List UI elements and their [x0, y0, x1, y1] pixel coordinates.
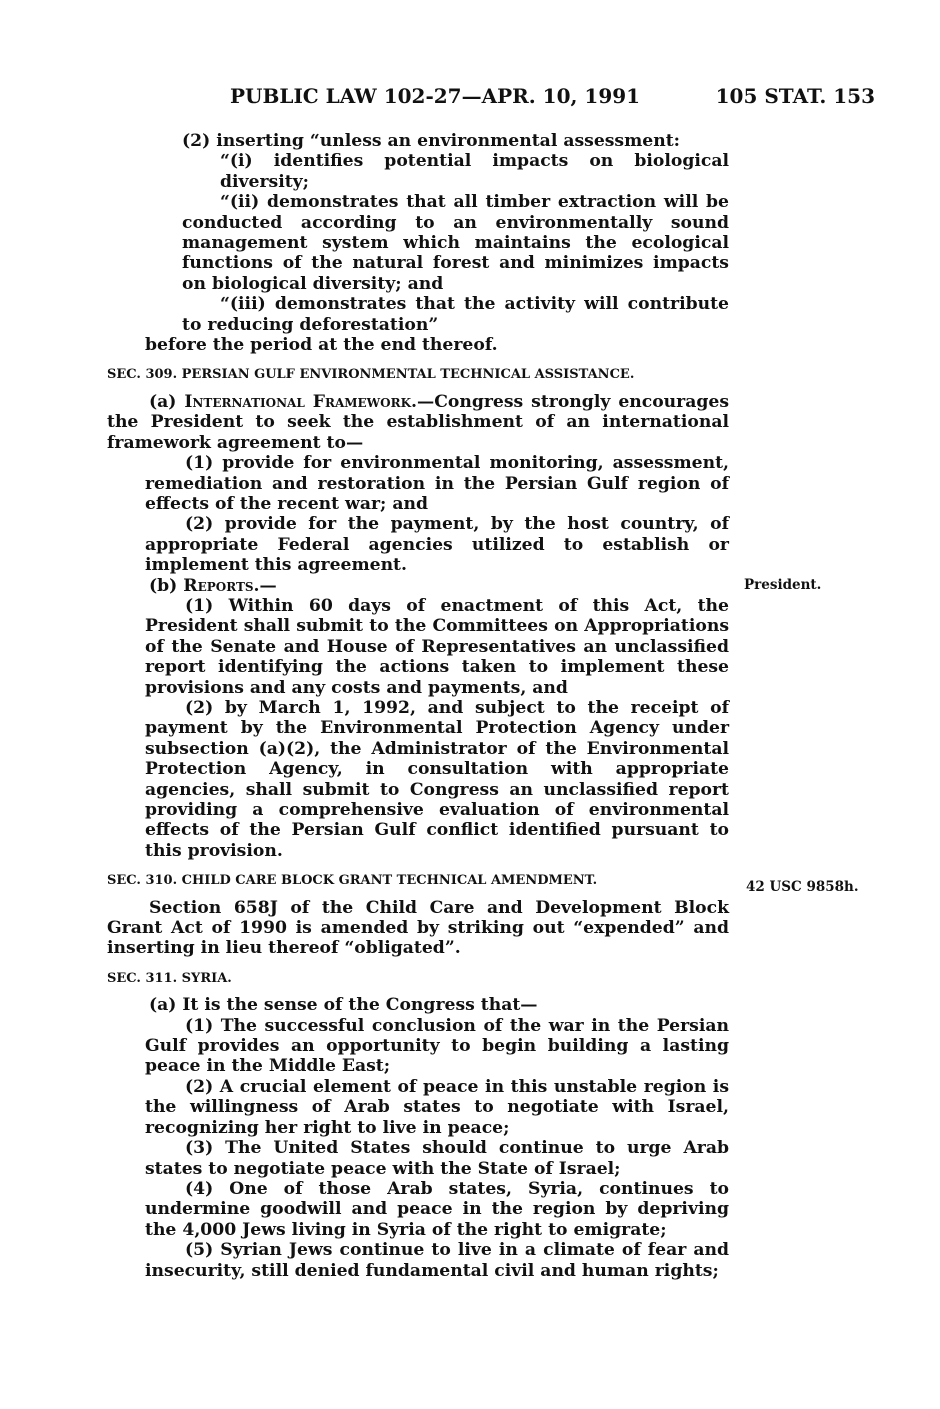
paragraph: (2) inserting “unless an environmental assessment: [182, 131, 681, 151]
subsection-title: International Framework. [184, 391, 417, 412]
subsection-a [107, 392, 729, 453]
paragraph: (4) One of those Arab states, Syria, continues to undermine goodwill and peace in the region by depriving the 4,000 Jews living in Syria of the right to emigrate; [145, 1178, 729, 1240]
paragraph: before the period at the end thereof. [145, 335, 498, 356]
section-heading-309: SEC. 309. PERSIAN GULF ENVIRONMENTAL TECHNICAL ASSISTANCE. [107, 367, 635, 383]
paragraph: (5) Syrian Jews continue to live in a climate of fear and insecurity, still denied fundamental civil and human rights; [145, 1240, 729, 1281]
document-body [107, 131, 729, 1281]
subsection-label: (b) [149, 575, 184, 596]
page-header [230, 84, 875, 112]
paragraph: (2) provide for the payment, by the host country, of appropriate Federal agencies utilized to establish or implement this agreement. [145, 514, 729, 576]
margin-note-president: President. [744, 577, 822, 593]
paragraph: “(i) identifies potential impacts on biological diversity; [220, 151, 729, 192]
subsection-title: Reports. [183, 575, 260, 596]
paragraph: “(ii) demonstrates that all timber extraction will be conducted according to an environmentally sound management system which maintains the ecological functions of the natural forest and minimizes impacts on biological diversity; and [182, 192, 729, 294]
paragraph: Section 658J of the Child Care and Development Block Grant Act of 1990 is amended by striking out “expended” and inserting in lieu thereof “obligated”. [107, 897, 729, 959]
stat-page-number: 105 STAT. 153 [715, 84, 875, 108]
paragraph: “(iii) demonstrates that the activity will contribute to reducing deforestation” [182, 294, 729, 335]
paragraph: (2) A crucial element of peace in this unstable region is the willingness of Arab states to negotiate with Israel, recognizing her right to live in peace; [145, 1076, 729, 1138]
paragraph: (2) by March 1, 1992, and subject to the receipt of payment by the Environmental Protection Agency under subsection (a)(2), the Administrator of the Environmental Protection Agency, in consultation with appropriate agencies, shall submit to Congress an unclassified report providing a comprehensive evaluation of environmental effects of the Persian Gulf conflict identified pursuant to this provision. [145, 697, 729, 861]
section-heading-311: SEC. 311. SYRIA. [107, 970, 232, 986]
subsection-text: —Congress strongly encourages the President to seek the establishment of an international framework agreement to— [107, 391, 729, 453]
paragraph: (a) It is the sense of the Congress that— [149, 995, 538, 1016]
law-title: PUBLIC LAW 102-27—APR. 10, 1991 [230, 84, 641, 108]
paragraph: (1) The successful conclusion of the war in the Persian Gulf provides an opportunity to begin building a lasting peace in the Middle East; [145, 1015, 729, 1077]
paragraph: (3) The United States should continue to urge Arab states to negotiate peace with the State of Israel; [145, 1138, 729, 1179]
paragraph: (1) Within 60 days of enactment of this Act, the President shall submit to the Committees on Appropriations of the Senate and House of Representatives an unclassified report identifying the actions taken to implement these provisions and any costs and payments, and [145, 595, 729, 698]
section-heading-310: SEC. 310. CHILD CARE BLOCK GRANT TECHNICAL AMENDMENT. [107, 873, 598, 889]
subsection-dash: — [259, 575, 277, 596]
subsection-label: (a) [149, 391, 185, 412]
margin-note-usc-citation: 42 USC 9858h. [746, 879, 859, 895]
subsection-b [107, 576, 729, 596]
paragraph: (1) provide for environmental monitoring, assessment, remediation and restoration in the Persian Gulf region of effects of the recent war; and [145, 453, 729, 514]
